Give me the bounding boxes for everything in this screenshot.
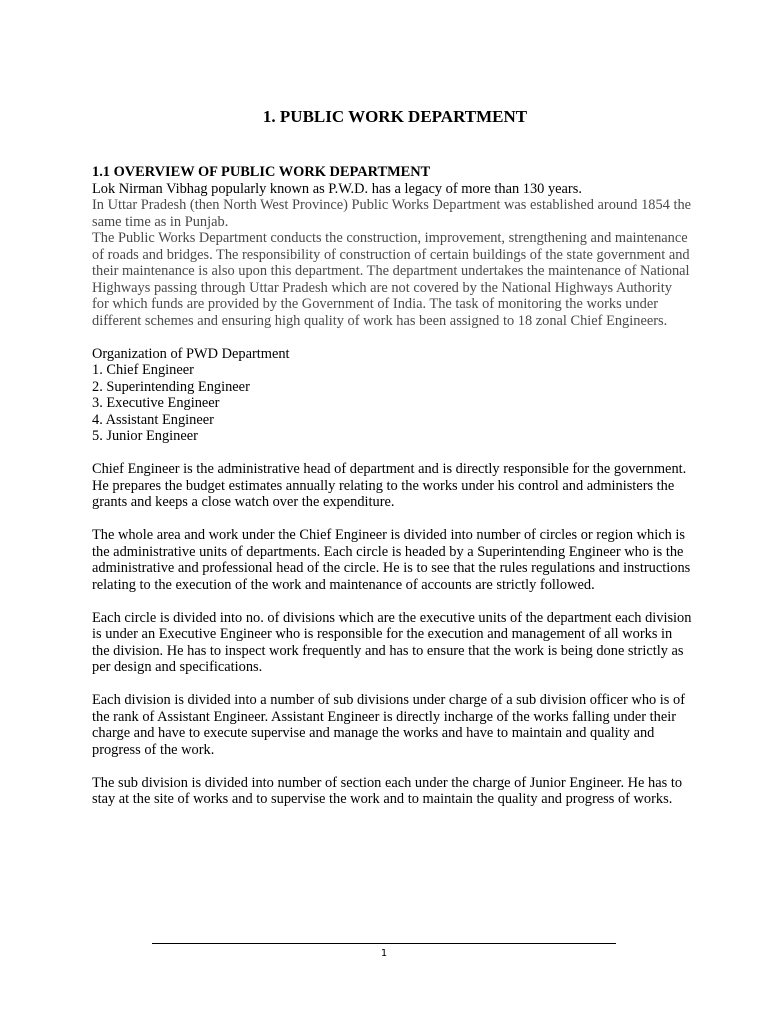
organization-heading: Organization of PWD Department [92, 345, 290, 362]
spacer [92, 445, 692, 462]
section-paragraph: The sub division is divided into number of section each under the charge of Junior Engineer. He has to stay at the site of works and to supervise the work and to maintain the quality and progress of works. [92, 774, 683, 807]
division-paragraph: Each circle is divided into no. of divisions which are the executive units of the department each division is under an Executive Engineer who is responsible for the execution and management of all works in the division. He has to inspect work frequently and has to ensure that the work is being done strictly as per design and specifications. [92, 609, 692, 675]
spacer [92, 758, 692, 775]
history-paragraph: In Uttar Pradesh (then North West Province) Public Works Department was established around 1854 the same time as in Punjab. [92, 197, 692, 230]
list-item: 3. Executive Engineer [92, 395, 220, 411]
list-item: 2. Superintending Engineer [92, 378, 250, 395]
intro-line: Lok Nirman Vibhag popularly known as P.W.D. has a legacy of more than 130 years. [92, 180, 582, 197]
spacer [92, 676, 692, 693]
page-number: 1 [380, 948, 388, 959]
footer-divider [152, 943, 616, 944]
list-item: 4. Assistant Engineer [92, 411, 214, 428]
sub-division-paragraph: Each division is divided into a number of sub divisions under charge of a sub division officer who is of the rank of Assistant Engineer. Assistant Engineer is directly incharge of the works falling under their charge and have to execute supervise and manage the works and have to maintain and quality and progress of the work. [92, 692, 685, 758]
organization-list [92, 362, 692, 445]
section-heading: 1.1 OVERVIEW OF PUBLIC WORK DEPARTMENT [92, 164, 431, 180]
spacer [92, 329, 692, 346]
list-item: 5. Junior Engineer [92, 428, 198, 444]
responsibility-paragraph: The Public Works Department conducts the construction, improvement, strengthening and maintenance of roads and bridges. The responsibility of construction of certain buildings of the state government and their maintenance is also upon this department. The department undertakes the maintenance of National Highways passing through Uttar Pradesh which are not covered by the National Highways Authority for which funds are provided by the Government of India. The task of monitoring the works under different schemes and ensuring high quality of work has been assigned to 18 zonal Chief Engineers. [92, 230, 690, 329]
document-body [92, 164, 692, 808]
chief-engineer-paragraph: Chief Engineer is the administrative head of department and is directly responsible for the government. He prepares the budget estimates annually relating to the works under his control and administers the grants and keeps a close watch over the expenditure. [92, 461, 687, 510]
spacer [92, 511, 692, 528]
circle-paragraph: The whole area and work under the Chief Engineer is divided into number of circles or region which is the administrative units of departments. Each circle is headed by a Superintending Engineer who is the administrative and professional head of the circle. He is to see that the rules regulations and instructions relating to the execution of the work and maintenance of accounts are strictly followed. [92, 527, 691, 593]
page-title: 1. PUBLIC WORK DEPARTMENT [262, 107, 528, 126]
list-item: 1. Chief Engineer [92, 362, 194, 378]
spacer [92, 593, 692, 610]
